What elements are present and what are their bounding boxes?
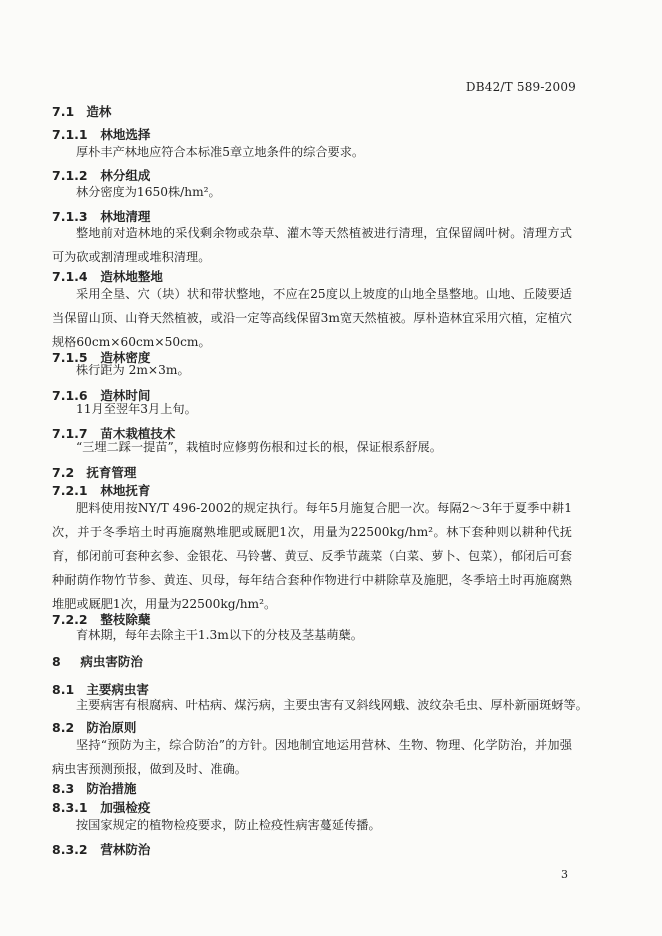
section-title: 防治措施 [86, 781, 137, 796]
section-number: 8 [52, 654, 61, 669]
section-title: 林地清理 [100, 209, 151, 224]
section-heading-7-1 [52, 102, 111, 120]
section-number: 7.2.2 [52, 612, 88, 627]
section-number: 7.1.3 [52, 209, 88, 224]
section-number: 7.1.2 [52, 168, 88, 183]
paragraph-7-1-4: 采用全垦、穴（块）状和带状整地，不应在25度以上坡度的山地全垦整地。山地、丘陵要适当保留山顶、山脊天然植被，或沿一定等高线保留3m宽天然植被。厚朴造林宜采用穴植，定植穴规格60cm×60cm×50cm。 [52, 287, 572, 349]
section-number: 8.3.1 [52, 800, 88, 815]
section-title: 防治原则 [86, 720, 137, 735]
section-number: 7.1.6 [52, 388, 88, 403]
section-title: 营林防治 [100, 842, 151, 857]
paragraph-8-1: 主要病害有根腐病、叶枯病、煤污病，主要虫害有叉斜线网蛾、波纹杂毛虫、厚朴新丽斑蚜等。 [76, 698, 588, 712]
section-number: 8.2 [52, 720, 75, 735]
section-title: 整枝除蘖 [100, 612, 151, 627]
section-number: 8.3 [52, 781, 75, 796]
paragraph-7-1-5: 株行距为 2m×3m。 [76, 363, 190, 377]
section-number: 7.1.1 [52, 127, 88, 142]
section-title: 抚育管理 [86, 465, 137, 480]
paragraph-8-3-1: 按国家规定的植物检疫要求，防止检疫性病害蔓延传播。 [76, 818, 381, 832]
section-number: 7.1.5 [52, 350, 88, 365]
paragraph-7-1-1: 厚朴丰产林地应符合本标准5章立地条件的综合要求。 [76, 145, 365, 159]
section-heading-8-3 [52, 779, 136, 797]
paragraph-7-1-3: 整地前对造林地的采伐剩余物或杂草、灌木等天然植被进行清理，宜保留阔叶树。清理方式可为砍或割清理或堆积清理。 [52, 226, 572, 264]
section-title: 加强检疫 [100, 800, 151, 815]
paragraph-7-1-6: 11月至翌年3月上旬。 [76, 402, 197, 416]
paragraph-8-2: 坚持“预防为主，综合防治”的方针。因地制宜地运用营林、生物、物理、化学防治，并加强病虫害预测预报，做到及时、准确。 [52, 738, 572, 776]
paragraph-7-2-1: 肥料使用按NY/T 496-2002的规定执行。每年5月施复合肥一次。每隔2～3年于夏季中耕1次，并于冬季培土时再施腐熟堆肥或厩肥1次，用量为22500kg/hm²。林下套种则以耕种代抚育，郁闭前可套种玄参、金银花、马铃薯、黄豆、反季节蔬菜（白菜、萝卜、包菜），郁闭后可套种耐荫作物竹节参、黄连、贝母，每年结合套种作物进行中耕除草及施肥，冬季培土时再施腐熟堆肥或厩肥1次，用量为22500kg/hm²。 [52, 501, 572, 611]
section-title: 林地抚育 [100, 483, 151, 498]
section-title: 林地选择 [100, 127, 151, 142]
page-number: 3 [561, 868, 568, 881]
section-number: 7.1.4 [52, 269, 88, 284]
paragraph-7-1-7: “三埋二踩一提苗”，栽植时应修剪伤根和过长的根，保证根系舒展。 [76, 440, 442, 454]
paragraph-7-2-2: 育林期，每年去除主干1.3m以下的分枝及茎基萌蘖。 [76, 628, 363, 642]
section-heading-8 [52, 652, 143, 670]
section-title: 苗木栽植技术 [100, 426, 176, 441]
section-title: 造林地整地 [100, 269, 163, 284]
standard-code: DB42/T 589-2009 [465, 80, 576, 94]
section-title: 林分组成 [100, 168, 151, 183]
section-number: 8.3.2 [52, 842, 88, 857]
section-title: 造林密度 [100, 350, 151, 365]
section-number: 7.1.7 [52, 426, 88, 441]
section-number: 7.2 [52, 465, 75, 480]
section-title: 病虫害防治 [80, 654, 143, 669]
section-title: 造林时间 [100, 388, 151, 403]
section-heading-8-3-2 [52, 840, 150, 858]
section-title: 主要病虫害 [86, 682, 149, 697]
section-number: 8.1 [52, 682, 75, 697]
section-number: 7.1 [52, 104, 75, 119]
section-heading-7-2 [52, 463, 136, 481]
section-number: 7.2.1 [52, 483, 88, 498]
section-title: 造林 [86, 104, 112, 119]
paragraph-7-1-2: 林分密度为1650株/hm²。 [76, 185, 221, 199]
